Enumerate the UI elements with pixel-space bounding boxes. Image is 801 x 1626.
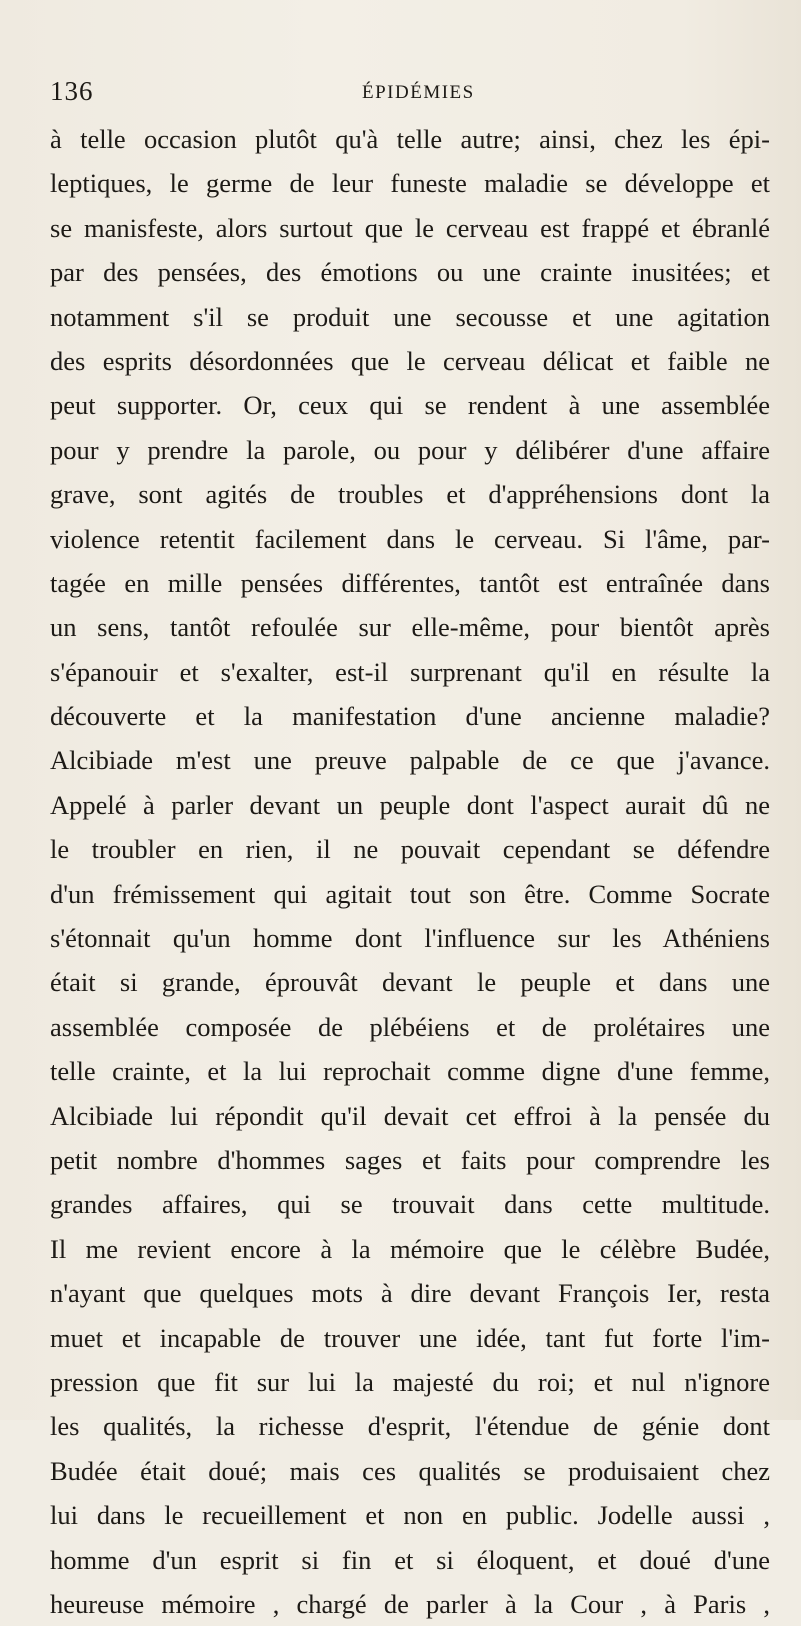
- text-line: leptiques, le germe de leur funeste maladie se développe et: [50, 168, 770, 199]
- text-line: peut supporter. Or, ceux qui se rendent à une assemblée: [50, 390, 770, 421]
- text-line: grandes affaires, qui se trouvait dans cette multitude.: [50, 1189, 770, 1220]
- text-line: muet et incapable de trouver une idée, tant fut forte l'im-: [50, 1322, 770, 1353]
- text-line: Appelé à parler devant un peuple dont l'aspect aurait dû ne: [50, 789, 770, 820]
- text-line: homme d'un esprit si fin et si éloquent, et doué d'une: [50, 1544, 770, 1575]
- text-line: telle crainte, et la lui reprochait comme digne d'une femme,: [50, 1056, 770, 1087]
- running-head: ÉPIDÉMIES: [362, 82, 475, 103]
- page-header: [50, 76, 750, 112]
- page-number: 136: [50, 76, 94, 106]
- text-line: s'épanouir et s'exalter, est-il surprenant qu'il en résulte la: [50, 656, 770, 687]
- text-line: se manisfeste, alors surtout que le cerveau est frappé et ébranlé: [50, 212, 770, 243]
- text-line: un sens, tantôt refoulée sur elle-même, pour bientôt après: [50, 612, 770, 643]
- text-line: à telle occasion plutôt qu'à telle autre; ainsi, chez les épi-: [50, 124, 770, 154]
- text-line: lui dans le recueillement et non en public. Jodelle aussi ,: [50, 1500, 770, 1531]
- text-line: n'ayant que quelques mots à dire devant François Ier, resta: [50, 1278, 770, 1309]
- body-text: [50, 117, 770, 1626]
- text-line: le troubler en rien, il ne pouvait cependant se défendre: [50, 834, 770, 865]
- text-line: pression que fit sur lui la majesté du roi; et nul n'ignore: [50, 1366, 770, 1397]
- text-line: Budée était doué; mais ces qualités se produisaient chez: [50, 1455, 770, 1486]
- text-line: s'étonnait qu'un homme dont l'influence sur les Athéniens: [50, 923, 770, 954]
- text-line: des esprits désordonnées que le cerveau délicat et faible ne: [50, 345, 770, 376]
- text-line: pour y prendre la parole, ou pour y délibérer d'une affaire: [50, 434, 770, 465]
- text-line: d'un frémissement qui agitait tout son être. Comme Socrate: [50, 878, 770, 909]
- text-line: petit nombre d'hommes sages et faits pour comprendre les: [50, 1144, 770, 1175]
- text-line: tagée en mille pensées différentes, tantôt est entraînée dans: [50, 567, 770, 598]
- text-line: les qualités, la richesse d'esprit, l'étendue de génie dont: [50, 1411, 770, 1442]
- text-line: Il me revient encore à la mémoire que le célèbre Budée,: [50, 1233, 770, 1264]
- text-line: découverte et la manifestation d'une ancienne maladie?: [50, 701, 770, 732]
- text-line: Alcibiade lui répondit qu'il devait cet effroi à la pensée du: [50, 1100, 770, 1131]
- text-line: grave, sont agités de troubles et d'appréhensions dont la: [50, 479, 770, 510]
- text-line: violence retentit facilement dans le cerveau. Si l'âme, par-: [50, 523, 770, 554]
- text-line: par des pensées, des émotions ou une crainte inusitées; et: [50, 257, 770, 288]
- text-line: assemblée composée de plébéiens et de prolétaires une: [50, 1011, 770, 1042]
- text-line: Alcibiade m'est une preuve palpable de ce que j'avance.: [50, 745, 770, 776]
- text-line: était si grande, éprouvât devant le peuple et dans une: [50, 967, 770, 998]
- text-line: notamment s'il se produit une secousse et une agitation: [50, 301, 770, 332]
- text-line: heureuse mémoire , chargé de parler à la Cour , à Paris ,: [50, 1588, 770, 1619]
